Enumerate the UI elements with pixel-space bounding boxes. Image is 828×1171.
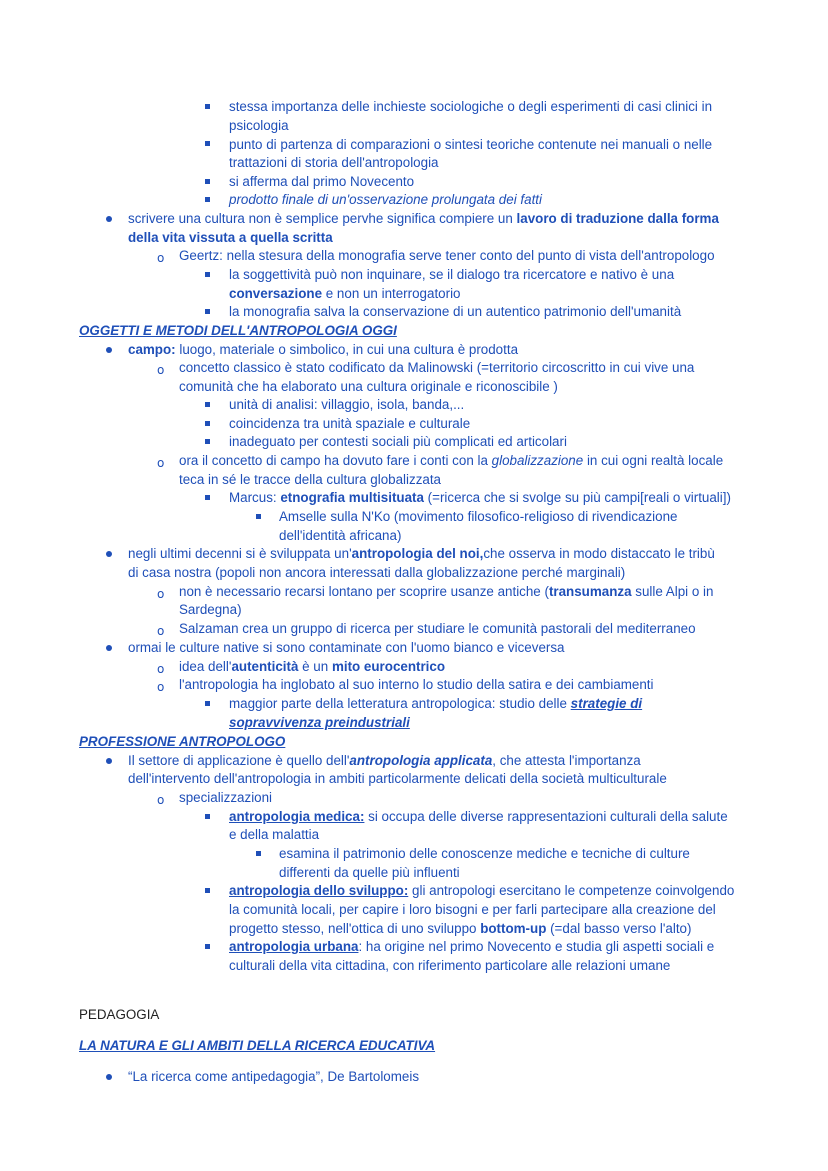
text-line: inadeguato per contesti sociali più complicati ed articolari [229,434,567,449]
text-line: conversazione e non un interrogatorio [229,286,461,301]
text-line: di casa nostra (popoli non ancora interessati dalla globalizzazione perché marginali) [128,565,626,580]
round-bullet-icon [106,1074,112,1080]
text-line: la comunità locali, per capire i loro bisogni e per farli partecipare alla creazione del [229,902,716,917]
text-line: l'antropologia ha inglobato al suo interno lo studio della satira e dei cambiamenti [179,677,654,692]
text-line: progetto stesso, nell'ottica di uno sviluppo bottom-up (=dal basso verso l'alto) [229,921,692,936]
text-line: antropologia urbana: ha origine nel primo Novecento e studia gli aspetti sociali e [229,939,715,954]
circle-bullet-icon: o [157,624,165,638]
text-line: la soggettività può non inquinare, se il dialogo tra ricercatore e nativo è una [229,267,675,282]
text-line: dell'intervento dell'antropologia in ambiti particolarmente delicati della società multiculturale [128,771,667,786]
circle-bullet-icon: o [157,662,165,676]
square-bullet-icon [205,272,210,277]
text-line: Marcus: etnografia multisituata (=ricerca che si svolge su più campi[reali o virtuali]) [229,490,731,505]
text-line: della vita vissuta a quella scritta [128,230,333,245]
text-line: campo: luogo, materiale o simbolico, in cui una cultura è prodotta [128,342,519,357]
text-line: comunità che ha elaborato una cultura originale e riconoscibile ) [179,379,558,394]
text-line: punto di partenza di comparazioni o sintesi teoriche contenute nei manuali o nelle [229,137,713,152]
text-line: specializzazioni [179,790,273,805]
round-bullet-icon [106,216,112,222]
circle-bullet-icon: o [157,456,165,470]
text-line: Salzaman crea un gruppo di ricerca per studiare le comunità pastorali del mediterraneo [179,621,696,636]
circle-bullet-icon: o [157,680,165,694]
square-bullet-icon [205,439,210,444]
square-bullet-icon [205,944,210,949]
text-line: dell'identità africana) [279,528,402,543]
round-bullet-icon [106,758,112,764]
section-heading: LA NATURA E GLI AMBITI DELLA RICERCA EDUCATIVA [79,1038,436,1053]
square-bullet-icon [205,104,210,109]
text-line: sopravvivenza preindustriali [229,715,410,730]
text-line: idea dell'autenticità è un mito eurocentrico [179,659,446,674]
circle-bullet-icon: o [157,363,165,377]
square-bullet-icon [256,851,261,856]
text-line: “La ricerca come antipedagogia”, De Bartolomeis [128,1069,420,1084]
square-bullet-icon [205,141,210,146]
circle-bullet-icon: o [157,793,165,807]
text-line: negli ultimi decenni si è sviluppata un'antropologia del noi,che osserva in modo distaccato le tribù [128,546,715,561]
text-line: psicologia [229,118,289,133]
section-title: PEDAGOGIA [79,1007,160,1022]
text-line: ormai le culture native si sono contaminate con l'uomo bianco e viceversa [128,640,565,655]
text-line: unità di analisi: villaggio, isola, banda,... [229,397,465,412]
text-line: antropologia medica: si occupa delle diverse rappresentazioni culturali della salute [229,809,728,824]
text-line: trattazioni di storia dell'antropologia [229,155,439,170]
text-line: coincidenza tra unità spaziale e culturale [229,416,471,431]
section-heading: OGGETTI E METODI DELL'ANTROPOLOGIA OGGI [79,323,397,338]
circle-bullet-icon: o [157,587,165,601]
square-bullet-icon [205,402,210,407]
square-bullet-icon [256,514,261,519]
text-line: maggior parte della letteratura antropologica: studio delle strategie di [229,696,643,711]
text-line: differenti da quelle più influenti [279,865,460,880]
text-line: Geertz: nella stesura della monografia serve tener conto del punto di vista dell'antropologo [179,248,715,263]
square-bullet-icon [205,309,210,314]
square-bullet-icon [205,495,210,500]
round-bullet-icon [106,551,112,557]
text-line: concetto classico è stato codificato da Malinowski (=territorio circoscritto in cui vive una [179,360,695,375]
square-bullet-icon [205,421,210,426]
text-line: prodotto finale di un'osservazione prolungata dei fatti [229,192,542,207]
circle-bullet-icon: o [157,251,165,265]
text-line: Amselle sulla N'Ko (movimento filosofico-religioso di rivendicazione [279,509,678,524]
section-heading: PROFESSIONE ANTROPOLOGO [79,734,286,749]
round-bullet-icon [106,347,112,353]
text-line: teca in sé le tracce della cultura globalizzata [179,472,442,487]
square-bullet-icon [205,197,210,202]
text-line: antropologia dello sviluppo: gli antropologi esercitano le competenze coinvolgendo [229,883,735,898]
square-bullet-icon [205,701,210,706]
text-line: stessa importanza delle inchieste sociologiche o degli esperimenti di casi clinici in [229,99,713,114]
square-bullet-icon [205,179,210,184]
text-line: e della malattia [229,827,320,842]
text-line: non è necessario recarsi lontano per scoprire usanze antiche (transumanza sulle Alpi o in [179,584,714,599]
round-bullet-icon [106,645,112,651]
text-line: si afferma dal primo Novecento [229,174,415,189]
text-line: ora il concetto di campo ha dovuto fare i conti con la globalizzazione in cui ogni realtà locale [179,453,724,468]
text-line: scrivere una cultura non è semplice pervhe significa compiere un lavoro di traduzione dalla forma [128,211,719,226]
text-line: culturali della vita cittadina, con riferimento particolare alle relazioni umane [229,958,671,973]
text-line: Il settore di applicazione è quello dell'antropologia applicata, che attesta l'importanza [128,753,641,768]
text-line: Sardegna) [179,602,242,617]
square-bullet-icon [205,888,210,893]
square-bullet-icon [205,814,210,819]
text-line: esamina il patrimonio delle conoscenze mediche e tecniche di culture [279,846,690,861]
text-line: la monografia salva la conservazione di un autentico patrimonio dell'umanità [229,304,682,319]
